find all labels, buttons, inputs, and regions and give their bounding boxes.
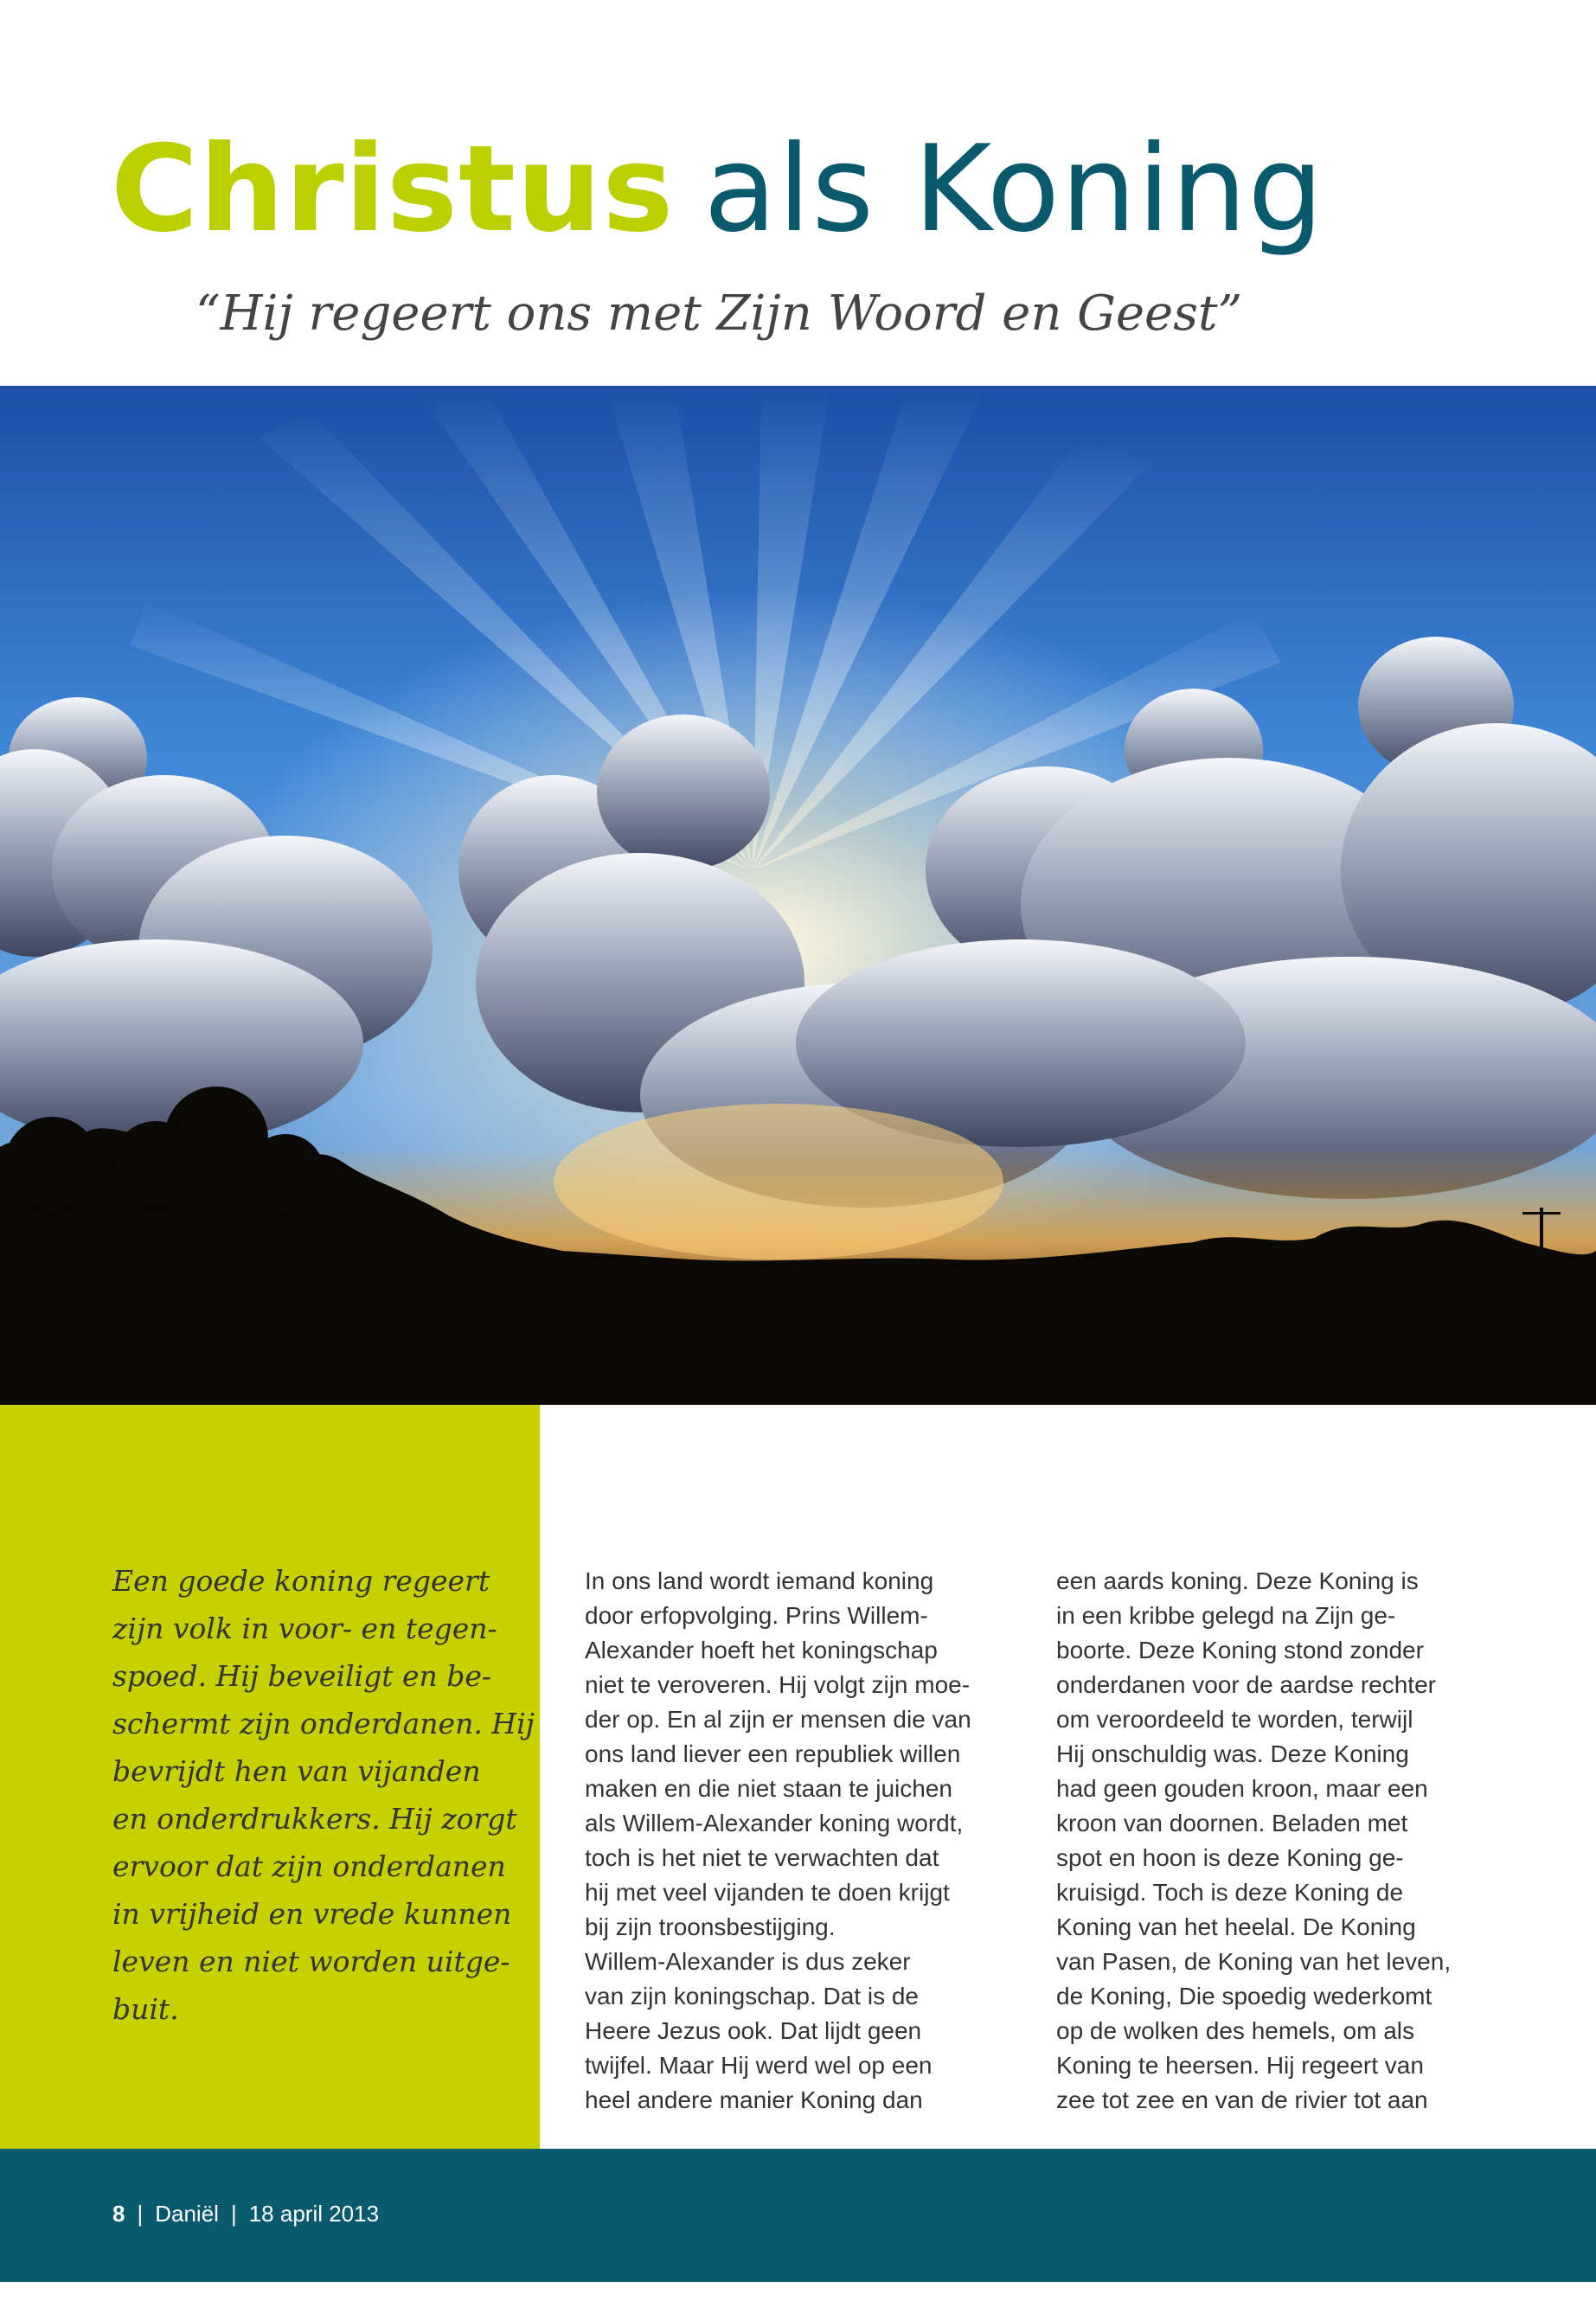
body-column-1 <box>585 1564 1035 2118</box>
body-line: Heere Jezus ook. Dat lijdt geen <box>585 2017 922 2044</box>
body-line: van Pasen, de Koning van het leven, <box>1056 1948 1452 1975</box>
body-line: door erfopvolging. Prins Willem- <box>585 1602 928 1629</box>
intro-line: en onderdrukkers. Hij zorgt <box>112 1802 517 1836</box>
intro-line: zijn volk in voor- en tegen- <box>112 1612 497 1645</box>
body-line: boorte. Deze Koning stond zonder <box>1056 1637 1424 1663</box>
body-line: spot en hoon is deze Koning ge- <box>1056 1844 1404 1871</box>
body-line: om veroordeeld te worden, terwijl <box>1056 1706 1413 1733</box>
body-line: kroon van doornen. Beladen met <box>1056 1810 1408 1836</box>
body-column-2 <box>1056 1564 1506 2118</box>
intro-line: in vrijheid en vrede kunnen <box>112 1897 512 1931</box>
body-line: op de wolken des hemels, om als <box>1056 2017 1414 2044</box>
intro-line: schermt zijn onderdanen. Hij <box>112 1707 535 1740</box>
body-line: kruisigd. Toch is deze Koning de <box>1056 1879 1404 1906</box>
body-line: maken en die niet staan te juichen <box>585 1775 952 1802</box>
publication-date: 18 april 2013 <box>248 2201 380 2227</box>
body-line: In ons land wordt iemand koning <box>585 1567 934 1594</box>
body-line: ons land liever een republiek willen <box>585 1740 961 1767</box>
page-footer <box>0 2149 1596 2282</box>
body-line: als Willem-Alexander koning wordt, <box>585 1810 964 1836</box>
body-line: Alexander hoeft het koningschap <box>585 1637 938 1663</box>
intro-line: bevrijdt hen van vijanden <box>112 1754 481 1788</box>
body-line: in een kribbe gelegd na Zijn ge- <box>1056 1602 1396 1629</box>
body-line: toch is het niet te verwachten dat <box>585 1844 939 1871</box>
body-line: had geen gouden kroon, maar een <box>1056 1775 1428 1802</box>
body-line: hij met veel vijanden te doen krijgt <box>585 1879 950 1906</box>
page-title <box>111 119 1324 259</box>
body-line: onderdanen voor de aardse rechter <box>1056 1671 1436 1698</box>
intro-line: buit. <box>112 1992 179 2026</box>
body-line: een aards koning. Deze Koning is <box>1056 1567 1419 1594</box>
body-line: Hij onschuldig was. Deze Koning <box>1056 1740 1409 1767</box>
intro-line: leven en niet worden uitge- <box>112 1945 510 1978</box>
body-line: Koning van het heelal. De Koning <box>1056 1913 1416 1940</box>
body-line: Koning te heersen. Hij regeert van <box>1056 2052 1424 2079</box>
footer-info <box>112 2201 379 2227</box>
intro-line: Een goede koning regeert <box>112 1564 490 1598</box>
page-number: 8 <box>112 2201 125 2227</box>
body-line: zee tot zee en van de rivier tot aan <box>1056 2086 1428 2113</box>
publication-name: Daniël <box>155 2201 219 2227</box>
title-highlight: Christus <box>111 119 675 259</box>
intro-line: ervoor dat zijn onderdanen <box>112 1849 506 1883</box>
title-rest: als Koning <box>703 119 1324 259</box>
sky-sunrays-photo <box>0 386 1596 1405</box>
intro-paragraph <box>112 1557 535 2033</box>
body-line: niet te veroveren. Hij volgt zijn moe- <box>585 1671 971 1698</box>
body-line: de Koning, Die spoedig wederkomt <box>1056 1983 1433 2009</box>
intro-line: spoed. Hij beveiligt en be- <box>112 1659 492 1693</box>
body-line: bij zijn troonsbestijging. <box>585 1913 836 1940</box>
body-line: der op. En al zijn er mensen die van <box>585 1706 971 1733</box>
body-line: Willem-Alexander is dus zeker <box>585 1948 911 1975</box>
footer-separator: | <box>137 2201 144 2227</box>
body-line: heel andere manier Koning dan <box>585 2086 923 2113</box>
body-line: twijfel. Maar Hij werd wel op een <box>585 2052 933 2079</box>
subtitle-quote: “Hij regeert ons met Zijn Woord en Geest” <box>195 285 1243 342</box>
footer-separator: | <box>230 2201 237 2227</box>
body-line: van zijn koningschap. Dat is de <box>585 1983 919 2009</box>
